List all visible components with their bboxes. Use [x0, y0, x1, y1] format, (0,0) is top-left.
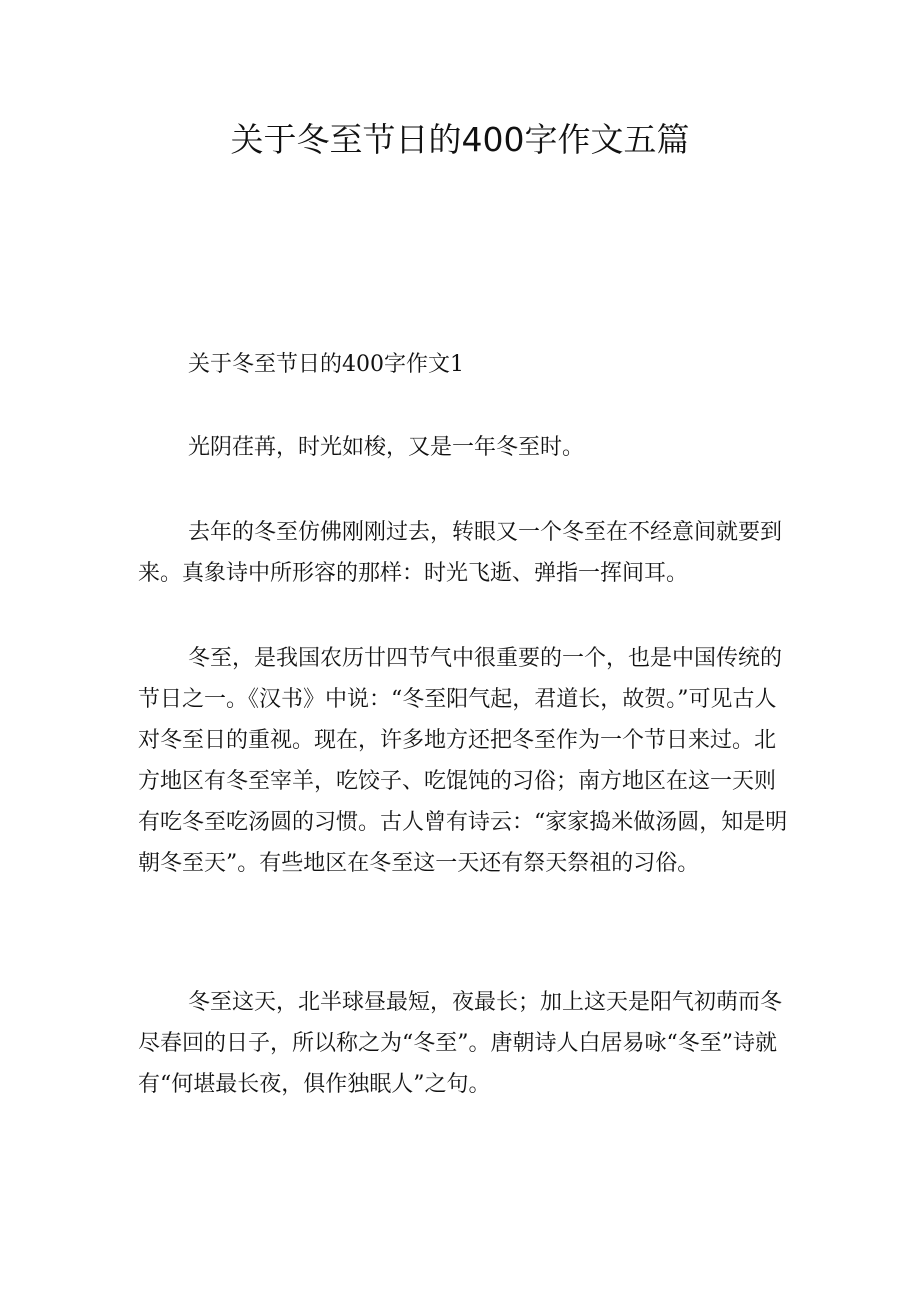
paragraph-4: 冬至这天，北半球昼最短，夜最长；加上这天是阳气初萌而冬尽春回的日子，所以称之为“冬至”。唐朝诗人白居易咏“冬至”诗就有“何堪最长夜，俱作独眠人”之句。: [138, 990, 783, 1097]
essay-heading: 关于冬至节日的400字作文1: [188, 352, 464, 377]
document-title: 关于冬至节日的400字作文五篇: [230, 120, 690, 159]
paragraph-1: 光阴荏苒，时光如梭，又是一年冬至时。: [188, 435, 585, 460]
paragraph-3: 冬至，是我国农历廿四节气中很重要的一个，也是中国传统的节日之一。《汉书》中说：“冬至阳气起，君道长，故贺。”可见古人对冬至日的重视。现在，许多地方还把冬至作为一个节日来过。北方地区有冬至宰羊，吃饺子、吃馄饨的习俗；南方地区在这一天则有吃冬至吃汤圆的习惯。古人曾有诗云：“家家捣米做汤圆，知是明朝冬至天”。有些地区在冬至这一天还有祭天祭祖的习俗。: [138, 646, 788, 876]
paragraph-2: 去年的冬至仿佛刚刚过去，转眼又一个冬至在不经意间就要到来。真象诗中所形容的那样：时光飞逝、弹指一挥间耳。: [138, 520, 783, 586]
